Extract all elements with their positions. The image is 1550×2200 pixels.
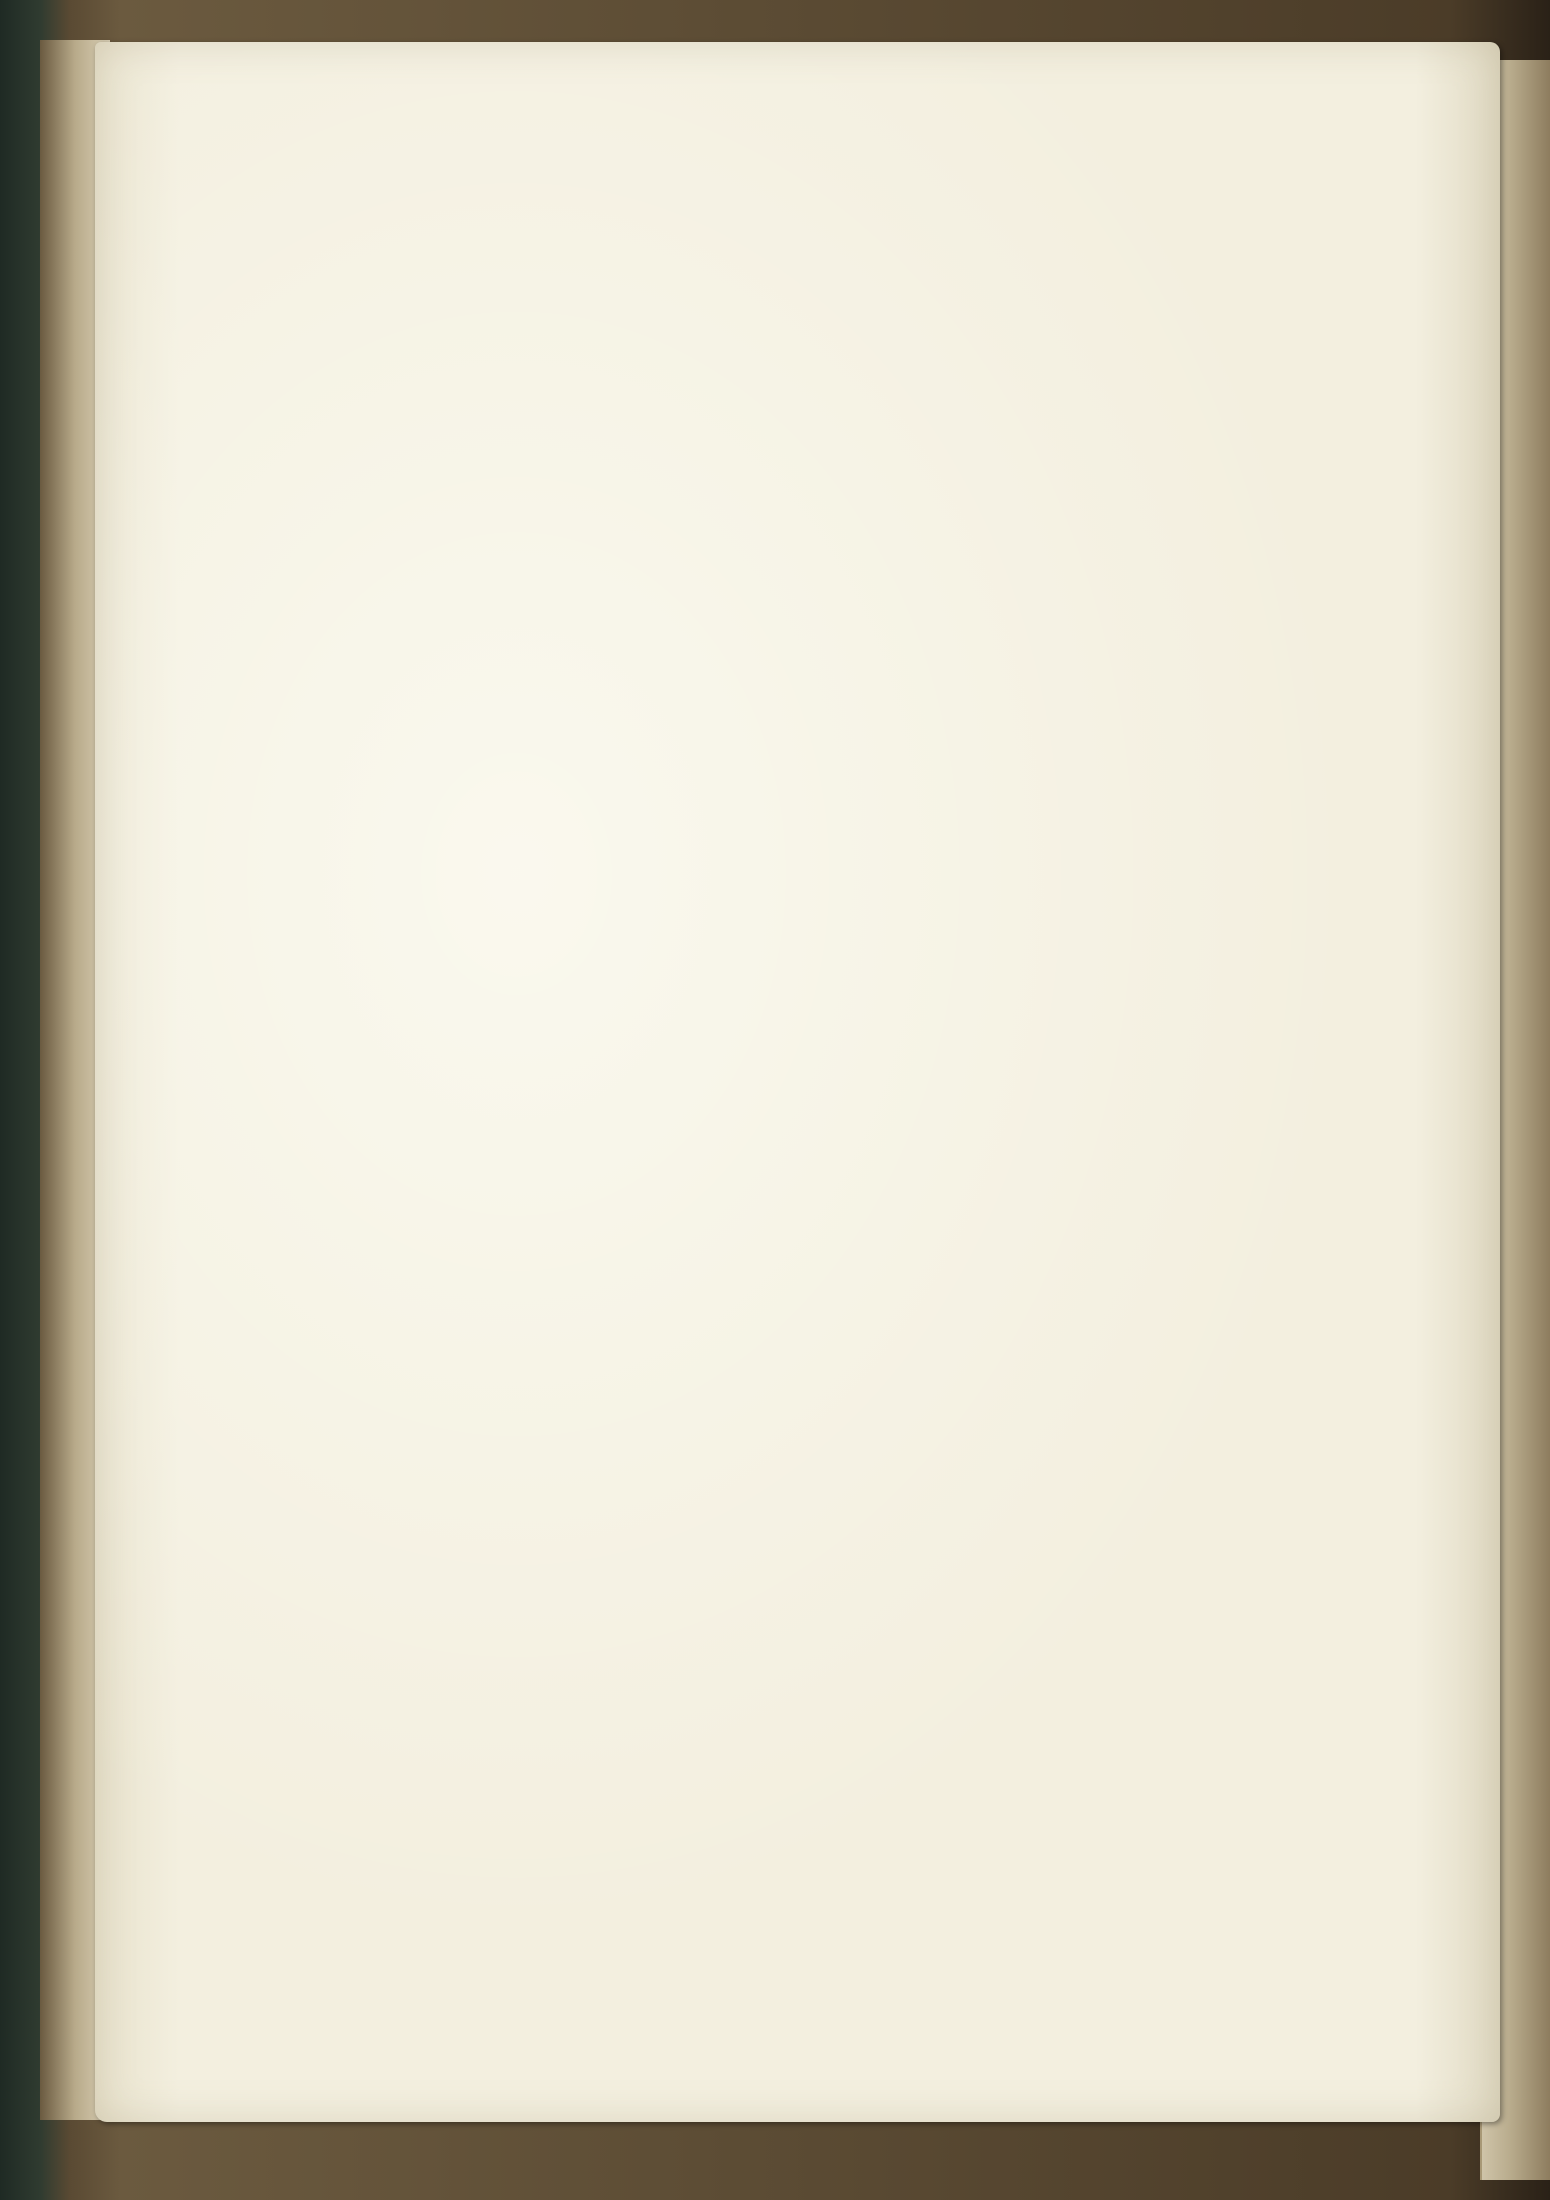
book-page — [95, 42, 1500, 2122]
page-header — [530, 262, 1260, 314]
